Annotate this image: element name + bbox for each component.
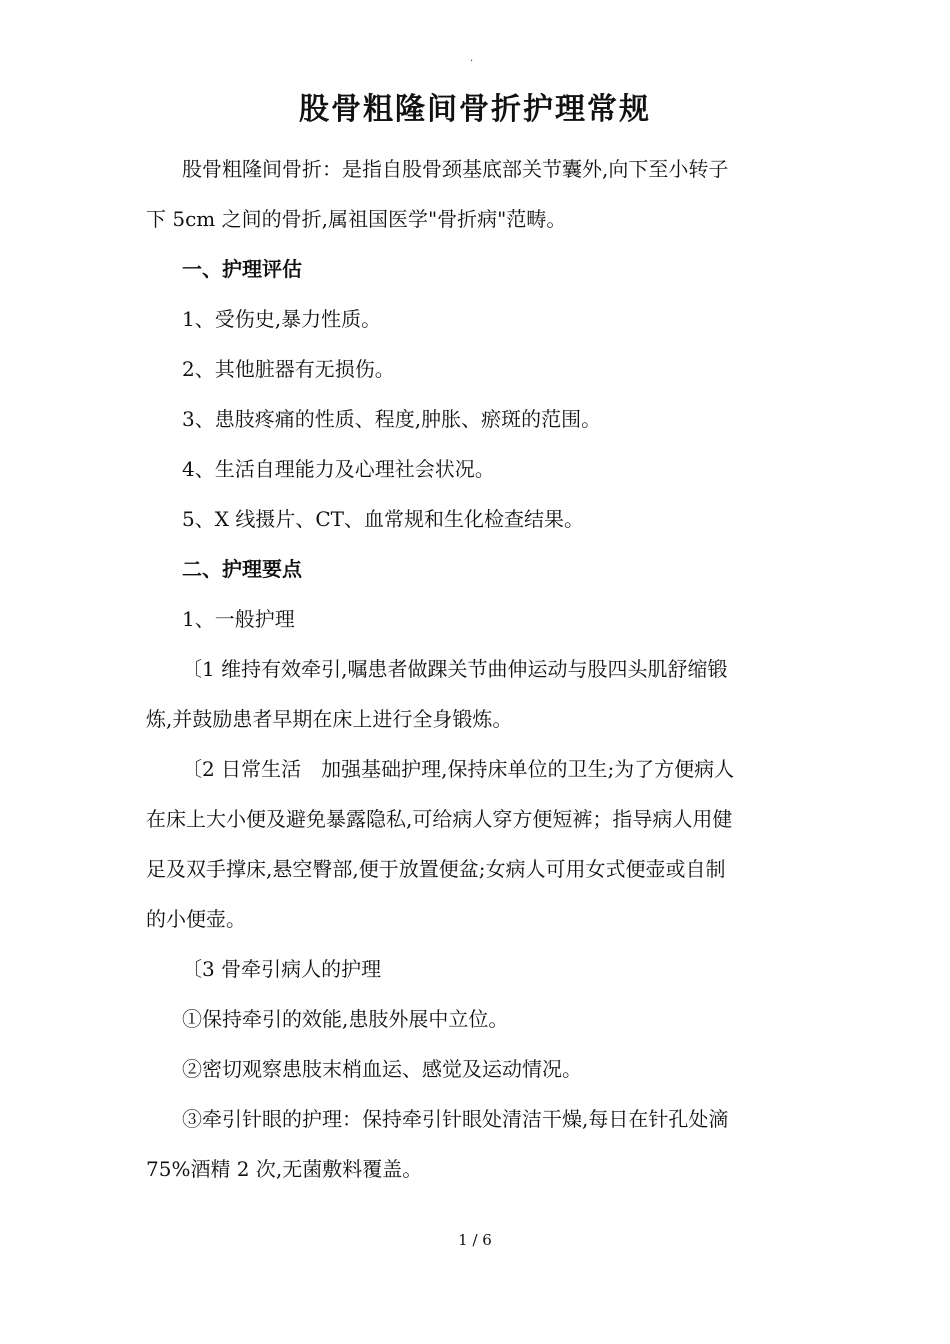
traction-item-3-line-1: ③牵引针眼的护理：保持牵引针眼处清洁干燥,每日在针孔处滴 [182,1107,729,1131]
traction-item: ②密切观察患肢末梢血运、感觉及运动情况。 [182,1057,582,1081]
assessment-item: 4、生活自理能力及心理社会状况。 [182,457,495,481]
page-title: 股骨粗隆间骨折护理常规 [299,92,651,127]
intro-line-2: 下 5cm 之间的骨折,属祖国医学"骨折病"范畴。 [146,207,567,231]
care-item-3-heading: 〔3 骨牵引病人的护理 [182,957,382,981]
traction-item: ①保持牵引的效能,患肢外展中立位。 [182,1007,509,1031]
care-item-2-line-3: 足及双手撑床,悬空臀部,便于放置便盆;女病人可用女式便壶或自制 [146,857,726,881]
care-item-1-line-2: 炼,并鼓励患者早期在床上进行全身锻炼。 [146,707,513,731]
assessment-item: 3、患肢疼痛的性质、程度,肿胀、瘀斑的范围。 [182,407,602,431]
care-item-2-line-2: 在床上大小便及避免暴露隐私,可给病人穿方便短裤；指导病人用健 [146,807,733,831]
traction-item-3-line-2: 75%酒精 2 次,无菌敷料覆盖。 [146,1157,423,1181]
care-item-1-line-1: 〔1 维持有效牵引,嘱患者做踝关节曲伸运动与股四头肌舒缩锻 [182,657,728,681]
general-care-heading: 1、一般护理 [182,607,295,631]
assessment-item: 1、受伤史,暴力性质。 [182,307,382,331]
section-heading-key-points: 二、护理要点 [182,557,302,581]
care-item-2-line-1: 〔2 日常生活 加强基础护理,保持床单位的卫生;为了方便病人 [182,757,735,781]
care-item-2-line-4: 的小便壶。 [146,907,246,931]
header-mark: · [470,56,474,67]
assessment-item: 5、X 线摄片、CT、血常规和生化检查结果。 [182,507,584,531]
section-heading-assessment: 一、护理评估 [182,257,302,281]
intro-line-1: 股骨粗隆间骨折：是指自股骨颈基底部关节囊外,向下至小转子 [182,157,729,181]
page-number: 1 / 6 [458,1231,492,1249]
assessment-item: 2、其他脏器有无损伤。 [182,357,395,381]
